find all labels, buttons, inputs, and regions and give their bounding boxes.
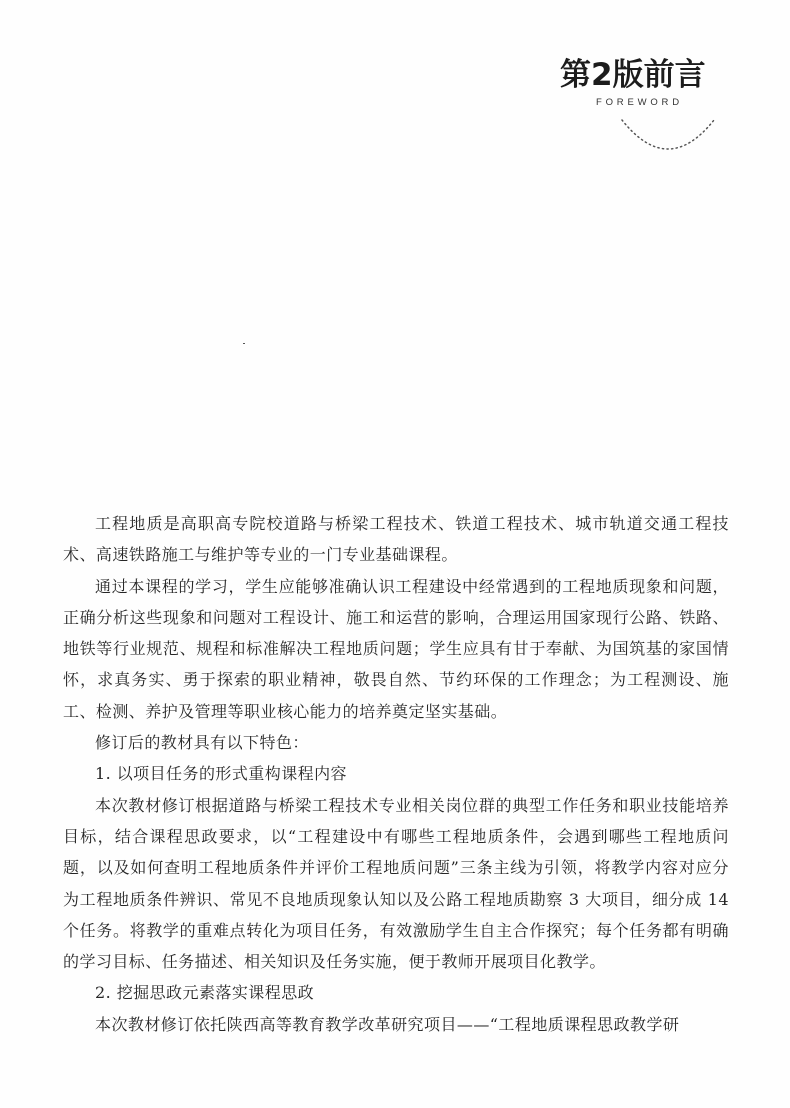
paragraph: 工程地质是高职高专院校道路与桥梁工程技术、铁道工程技术、城市轨道交通工程技术、高速铁路施工与维护等专业的一门专业基础课程。 xyxy=(63,514,729,565)
paragraph: 修订后的教材具有以下特色： xyxy=(95,733,309,753)
paragraph: 本次教材修订根据道路与桥梁工程技术专业相关岗位群的典型工作任务和职业技能培养目标，结合课程思政要求，以“工程建设中有哪些工程地质条件，会遇到哪些工程地质问题，以及如何查明工程地质条件并评价工程地质问题”三条主线为引领，将教学内容对应分为工程地质条件辨识、常见不良地质现象认知以及公路工程地质勘察 3 大项目，细分成 14 个任务。将教学的重难点转化为项目任务，有效激励学生自主合作探究；每个任务都有明确的学习目标、任务描述、相关知识及任务实施，便于教师开展项目化教学。 xyxy=(63,795,729,972)
page-subtitle: FOREWORD xyxy=(596,97,683,108)
scan-speck xyxy=(243,343,245,344)
paragraph: 本次教材修订依托陕西高等教育教学改革研究项目——“工程地质课程思政教学研 xyxy=(95,1014,680,1034)
dotted-arc-ornament xyxy=(616,114,720,160)
paragraph: 通过本课程的学习，学生应能够准确认识工程建设中经常遇到的工程地质现象和问题，正确分析这些现象和问题对工程设计、施工和运营的影响，合理运用国家现行公路、铁路、地铁等行业规范、规程和标准解决工程地质问题；学生应具有甘于奉献、为国筑基的家国情怀，求真务实、勇于探索的职业精神，敬畏自然、节约环保的工作理念；为工程测设、施工、检测、养护及管理等职业核心能力的培养奠定坚实基础。 xyxy=(63,576,729,721)
section-heading: 2. 挖掘思政元素落实课程思政 xyxy=(95,983,315,1003)
section-heading: 1. 以项目任务的形式重构课程内容 xyxy=(95,764,348,784)
page-header xyxy=(560,56,730,108)
page-title: 第2版前言 xyxy=(560,57,706,93)
body-text xyxy=(63,508,729,1040)
